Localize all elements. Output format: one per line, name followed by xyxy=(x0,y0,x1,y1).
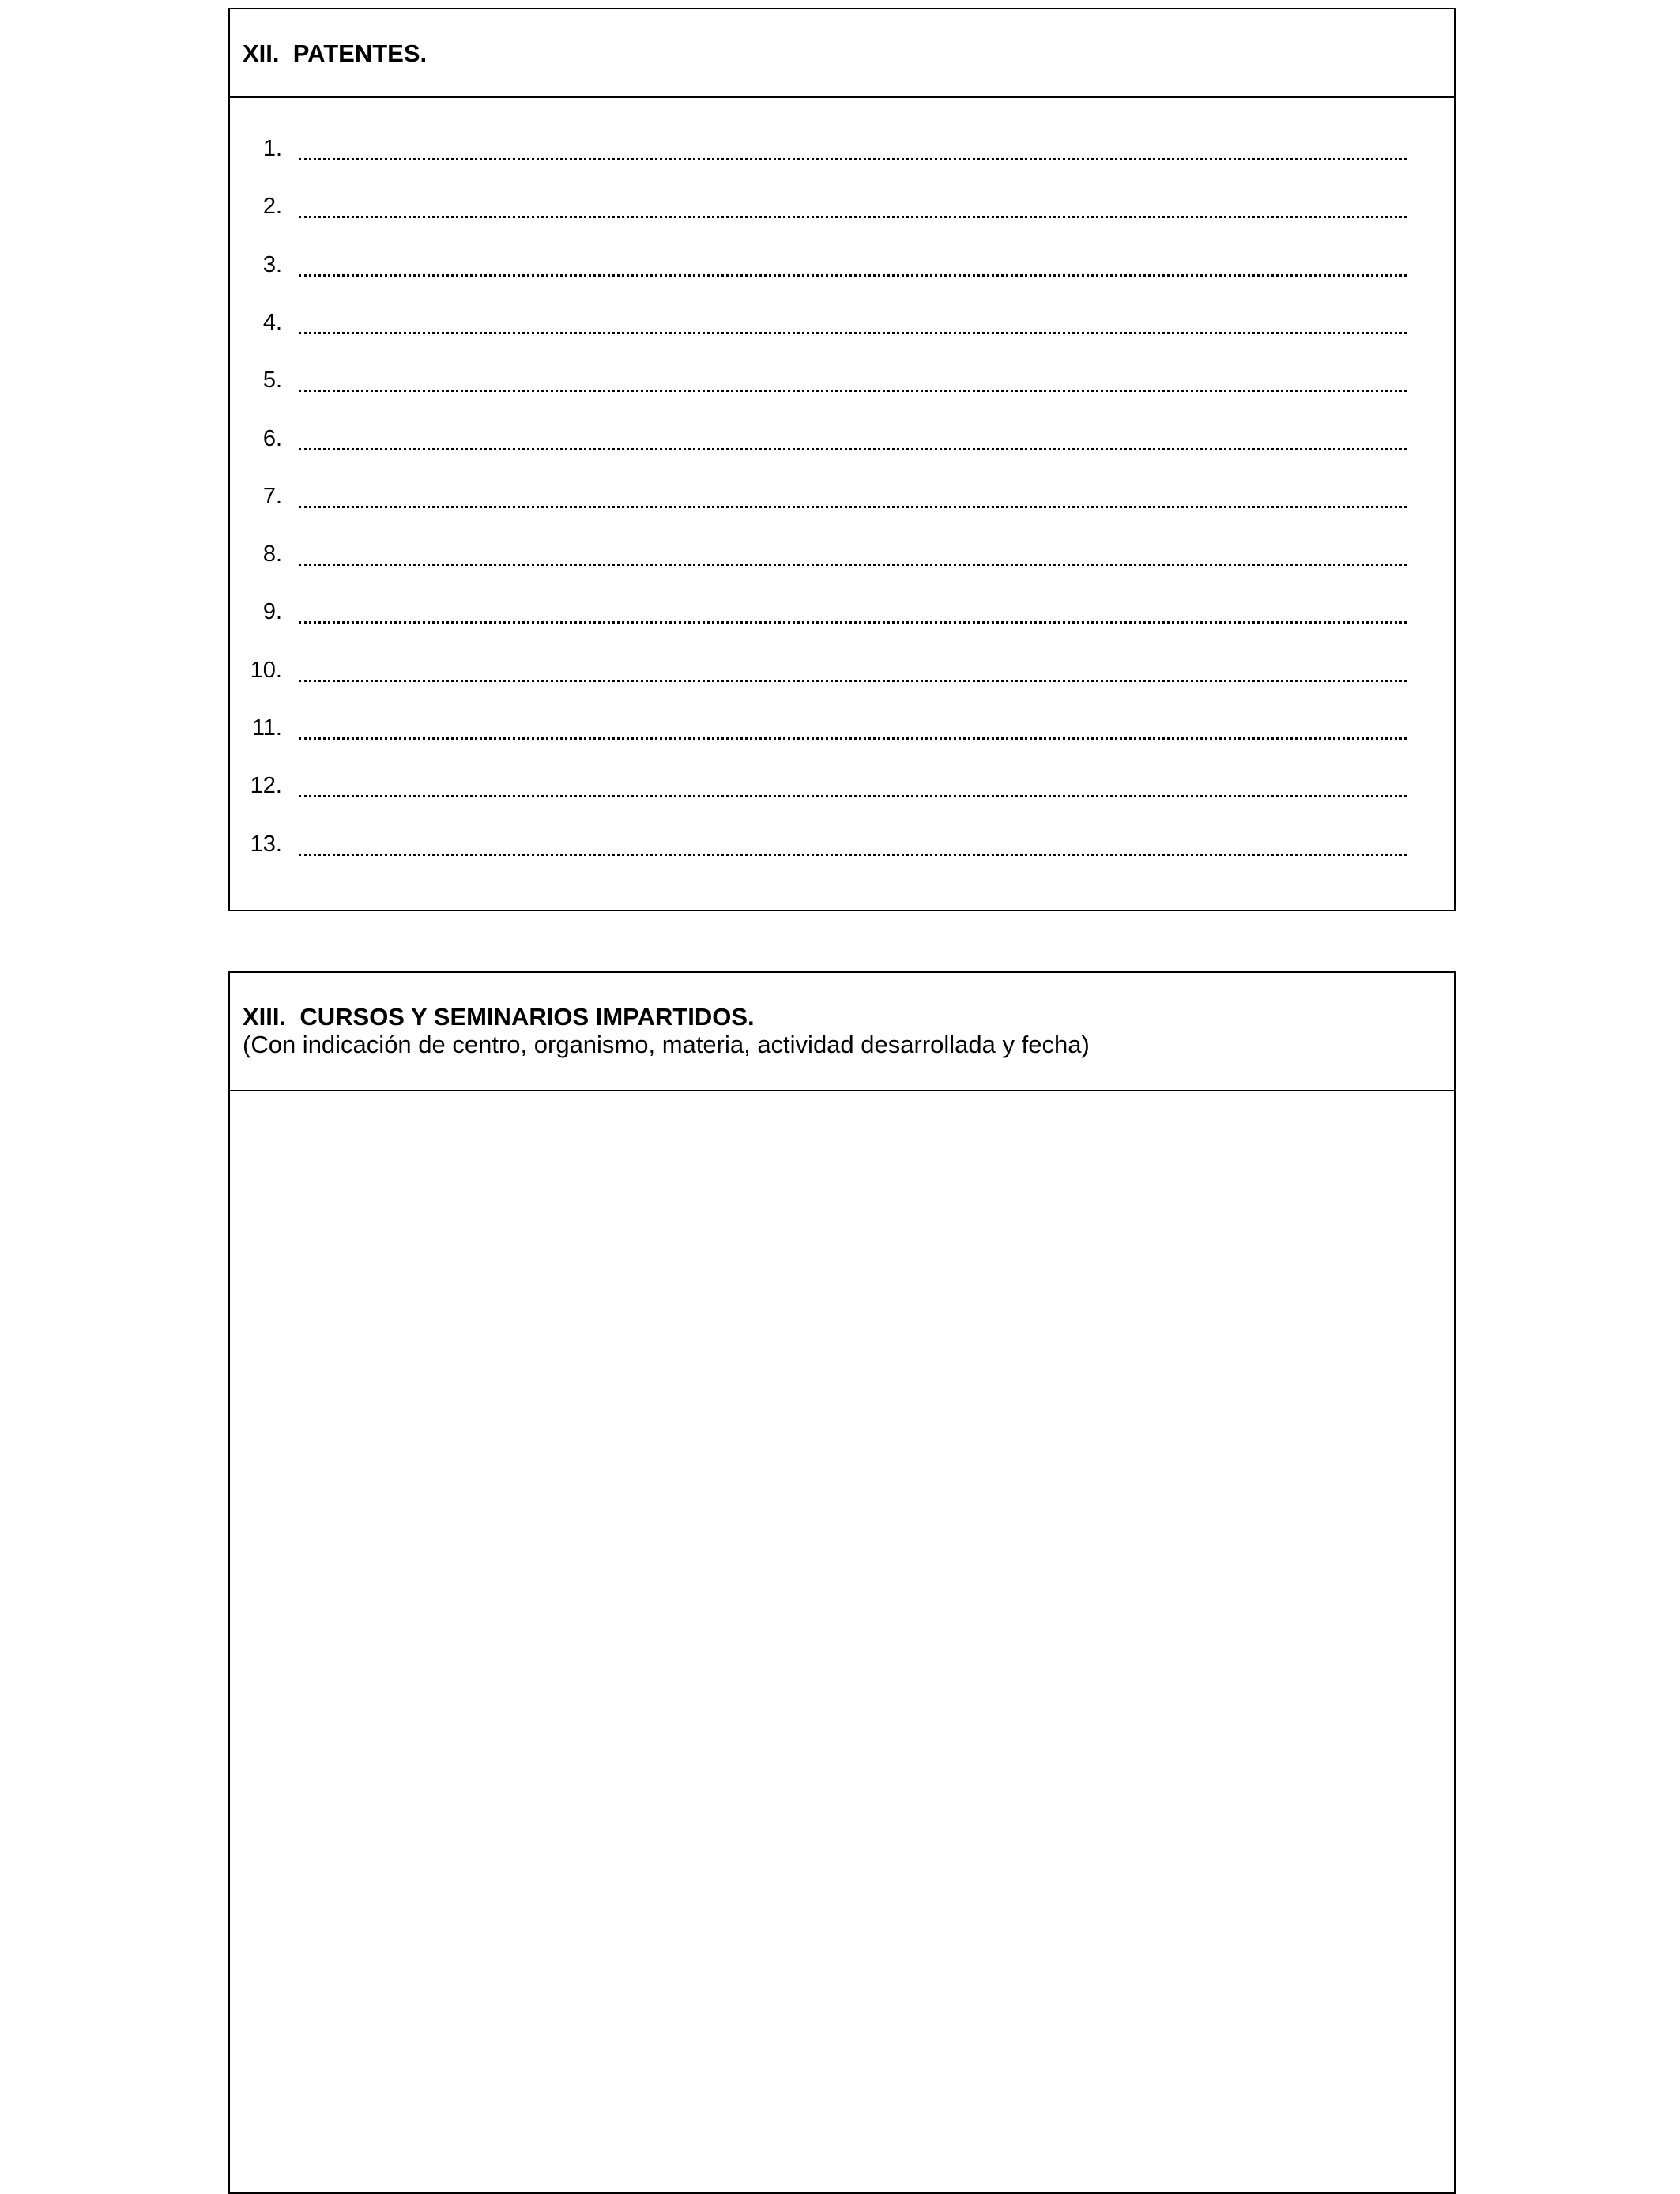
patent-entry xyxy=(230,656,1454,688)
patent-entry-dotted-line[interactable] xyxy=(299,854,1407,856)
patent-entry xyxy=(230,134,1454,166)
patent-entry xyxy=(230,251,1454,282)
patent-entry-dotted-line[interactable] xyxy=(299,274,1407,277)
patent-entry xyxy=(230,482,1454,514)
patent-entry-number: 6. xyxy=(262,426,282,451)
patentes-header xyxy=(230,9,1454,98)
patent-entry-dotted-line[interactable] xyxy=(299,390,1407,392)
patent-entry-dotted-line[interactable] xyxy=(299,506,1407,508)
cursos-header xyxy=(230,973,1454,1091)
patentes-section xyxy=(228,8,1456,911)
patent-entry-dotted-line[interactable] xyxy=(299,332,1407,334)
patent-entry-number: 10. xyxy=(250,658,282,683)
patent-entry-number: 12. xyxy=(250,773,282,798)
patent-entry-number: 3. xyxy=(262,252,282,277)
patent-entry-dotted-line[interactable] xyxy=(299,158,1407,160)
patent-entry xyxy=(230,598,1454,629)
patent-entry xyxy=(230,830,1454,861)
patent-entry-dotted-line[interactable] xyxy=(299,680,1407,682)
patent-entry-dotted-line[interactable] xyxy=(299,621,1407,624)
patent-entry xyxy=(230,714,1454,745)
patent-entry-dotted-line[interactable] xyxy=(299,564,1407,566)
patent-entry-number: 2. xyxy=(262,194,282,219)
patent-entry-number: 8. xyxy=(262,541,282,567)
patent-entry-number: 5. xyxy=(262,368,282,393)
patent-entry-dotted-line[interactable] xyxy=(299,448,1407,450)
patent-entry xyxy=(230,771,1454,803)
patent-entry xyxy=(230,366,1454,398)
patent-entry xyxy=(230,192,1454,224)
patentes-title: XII. PATENTES. xyxy=(243,40,428,67)
patent-entry-dotted-line[interactable] xyxy=(299,737,1407,740)
patent-entry xyxy=(230,424,1454,456)
patent-entry-dotted-line[interactable] xyxy=(299,795,1407,797)
patent-entry xyxy=(230,308,1454,340)
patent-entry-number: 13. xyxy=(250,831,282,857)
patent-entry-number: 9. xyxy=(262,599,282,624)
patent-entry-dotted-line[interactable] xyxy=(299,216,1407,218)
cursos-title: XIII. CURSOS Y SEMINARIOS IMPARTIDOS. xyxy=(243,1003,755,1031)
cursos-section xyxy=(228,971,1456,2194)
patent-entry-number: 4. xyxy=(262,310,282,335)
patent-entry-number: 7. xyxy=(262,484,282,509)
cursos-writing-area[interactable] xyxy=(230,1091,1454,2192)
patent-entry-number: 1. xyxy=(262,136,282,161)
cursos-subtitle: (Con indicación de centro, organismo, materia, actividad desarrollada y fecha) xyxy=(243,1031,1090,1058)
patent-entry xyxy=(230,540,1454,571)
patent-entry-number: 11. xyxy=(251,715,282,741)
